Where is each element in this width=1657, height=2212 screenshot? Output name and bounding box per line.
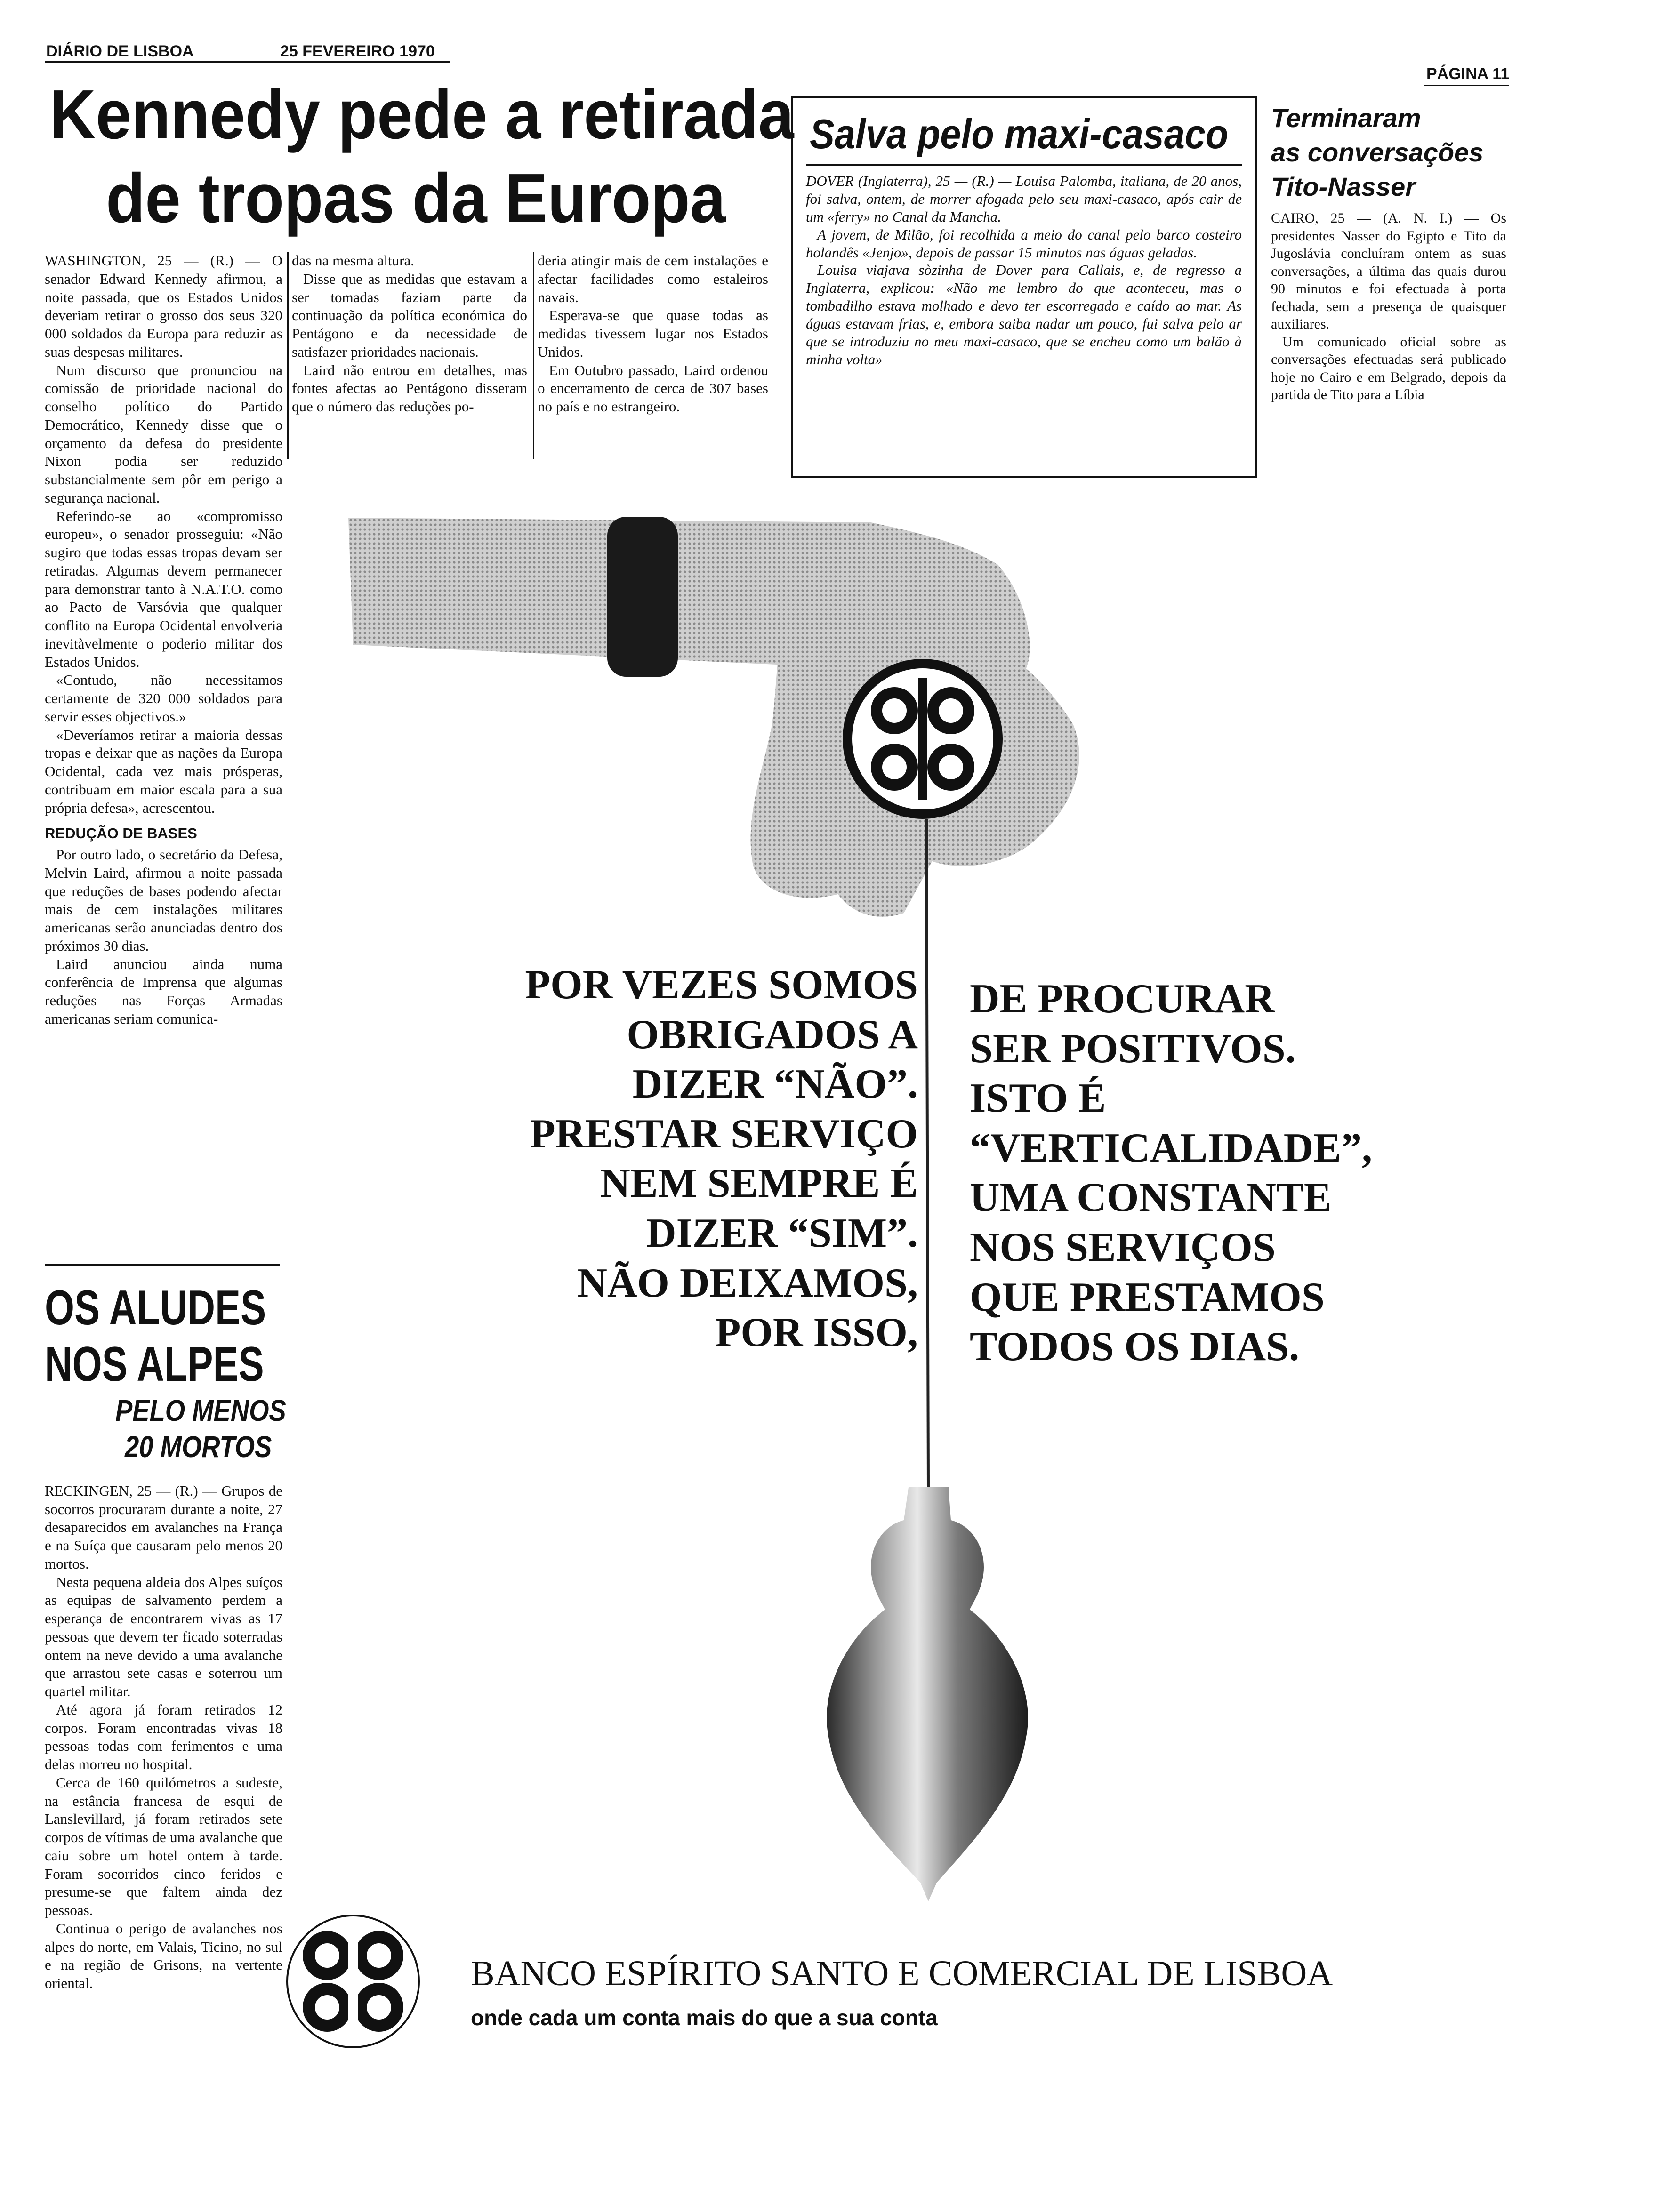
ad-right-line: DE PROCURAR — [970, 976, 1275, 1022]
tito-headline-2: as conversações — [1271, 137, 1484, 167]
ad-left-line: POR ISSO, — [715, 1310, 918, 1356]
ad-right-line: SER POSITIVOS. — [970, 1026, 1296, 1072]
maxi-p1: DOVER (Inglaterra), 25 — (R.) — Louisa Palomba, italiana, de 20 anos, foi salva, ontem, de morrer afogada pelo seu maxi-casaco, após cair de um «ferry» no Canal da Mancha. — [806, 173, 1242, 225]
kennedy-c2-p3: Laird não entrou em detalhes, mas fontes afectas ao Pentágono disseram que o número das reduções po- — [292, 361, 527, 415]
kennedy-col-divider-2 — [533, 252, 534, 459]
bank-name: BANCO ESPÍRITO SANTO E COMERCIAL DE LISBOA — [471, 1954, 1333, 1993]
aludes-article — [45, 1280, 286, 1993]
kennedy-c2-p1: das na mesma altura. — [292, 252, 414, 269]
ad-left-text — [320, 960, 918, 1358]
tito-headline-3: Tito-Nasser — [1271, 171, 1416, 201]
ad-right-line: “VERTICALIDADE”, — [970, 1125, 1373, 1171]
advert — [292, 489, 1516, 2146]
plumb-bob-weight — [827, 1487, 1028, 1901]
ad-left-line: PRESTAR SERVIÇO — [530, 1111, 918, 1157]
kennedy-c3-p1: deria atingir mais de cem instalações e afectar facilidades como estaleiros navais. — [538, 252, 768, 305]
ad-left-line: DIZER “NÃO”. — [632, 1061, 918, 1107]
bank-logo-icon — [282, 1911, 424, 2052]
aludes-body — [45, 1482, 282, 1993]
ad-left-line: DIZER “SIM”. — [646, 1210, 918, 1256]
kennedy-c2-p2: Disse que as medidas que estavam a ser tomadas faziam parte da continuação da política económica do Pentágono e da necessidade de satisfazer prioridades nacionais. — [292, 270, 527, 360]
maxi-body — [806, 172, 1242, 368]
aludes-deck-2: 20 MORTOS — [125, 1429, 272, 1464]
ad-left-line: NÃO DEIXAMOS, — [577, 1260, 918, 1306]
aludes-p2: Nesta pequena aldeia dos Alpes suíços as equipas de salvamento perdem a esperança de encontrarem vivas as 17 pessoas que devem ter ficado soterradas ontem na neve devido a uma avalanche que arrastou sete casas e soterrou um quartel militar. — [45, 1573, 282, 1700]
kennedy-col-2 — [292, 252, 527, 416]
ad-right-text — [970, 974, 1506, 1372]
kennedy-c3-p2: Esperava-se que quase todas as medidas tivessem lugar nos Estados Unidos. — [538, 307, 768, 360]
kennedy-p2: Num discurso que pronunciou na comissão de prioridade nacional do conselho político do Partido Democrático, Kennedy disse que o orçamento da defesa do presidente Nixon podia ser reduzido substancialmente sem pôr em perigo a segurança nacional. — [45, 361, 282, 506]
bank-slogan: onde cada um conta mais do que a sua conta — [471, 2005, 938, 2030]
aludes-headline-1: OS ALUDES — [45, 1281, 266, 1335]
ad-left-line: NEM SEMPRE É — [600, 1161, 918, 1207]
header-rule-right — [1424, 85, 1509, 86]
kennedy-p1: WASHINGTON, 25 — (R.) — O senador Edward Kennedy afirmou, a noite passada, que os Estados Unidos deveriam retirar o grosso dos seus 320 000 soldados da Europa para reduzir as suas despesas militares. — [45, 252, 282, 360]
kennedy-p3: Referindo-se ao «compromisso europeu», o senador prosseguiu: «Não sugiro que todas essas tropas devam ser retiradas. Algumas devem permanecer para demonstrar tanto à N.A.T.O. como ao Pacto de Varsóvia que qualquer conflito na Europa Ocidental envolveria inevitàvelmente o poderio militar dos Estados Unidos. — [45, 507, 282, 670]
watch-strap — [607, 517, 678, 677]
ad-left-line: POR VEZES SOMOS — [525, 962, 918, 1008]
aludes-p5: Continua o perigo de avalanches nos alpes do norte, em Valais, Ticino, no sul e na região de Grisons, na vertente oriental. — [45, 1920, 282, 1992]
tito-p1: CAIRO, 25 — (A. N. I.) — Os presidentes Nasser do Egipto e Tito da Jugoslávia concluíram ontem as suas conversações, a última das quais durou 90 minutos e foi efectuada à porta fechada, sem a presença de quaisquer auxiliares. — [1271, 210, 1506, 332]
tito-article — [1271, 101, 1506, 404]
kennedy-headline-line2: de tropas da Europa — [106, 160, 726, 237]
kennedy-headline-line1: Kennedy pede a retirada — [49, 76, 794, 153]
tito-p2: Um comunicado oficial sobre as conversações efectuadas será publicado hoje no Cairo e em Belgrado, depois da partida de Tito para a Líbia — [1271, 334, 1506, 403]
kennedy-headline — [45, 76, 794, 237]
aludes-deck-1: PELO MENOS — [115, 1394, 286, 1428]
maxi-p2: A jovem, de Milão, foi recolhida a meio do canal pelo barco costeiro holandês «Jenjo», depois de passar 15 minutos nas águas geladas. — [806, 226, 1242, 261]
kennedy-col-3 — [538, 252, 768, 416]
aludes-p4: Cerca de 160 quilómetros a sudeste, na estância francesa de esqui de Lanslevillard, já foram retirados sete corpos de vítimas de uma avalanche que caiu sobre um hotel ontem à tarde. Foram socorridos cinco feridos e presume-se que faltem ainda dez pessoas. — [45, 1774, 282, 1919]
plumb-string — [926, 819, 928, 1487]
maxi-p3: Louisa viajava sòzinha de Dover para Callais, e, de regresso a Inglaterra, explicou: «Não me lembro do que aconteceu, mas o tombadilho estava molhado e devo ter escorregado e caído ao mar. As águas estavam frias, e, embora saiba nadar um pouco, fui salva pelo ar que se introduziu no meu maxi-casaco, que se encheu como um balão à minha volta» — [806, 262, 1242, 368]
kennedy-p7: Laird anunciou ainda numa conferência de Imprensa que algumas reduções nas Forças Armadas americanas seriam comunica- — [45, 955, 282, 1027]
ad-right-line: QUE PRESTAMOS — [970, 1274, 1325, 1320]
kennedy-subhead: REDUÇÃO DE BASES — [45, 825, 197, 842]
kennedy-c3-p3: Em Outubro passado, Laird ordenou o encerramento de cerca de 307 bases no país e no estrangeiro. — [538, 361, 768, 415]
aludes-headline-2: NOS ALPES — [45, 1337, 264, 1392]
kennedy-col-divider-1 — [287, 252, 289, 459]
ad-left-line: OBRIGADOS A — [627, 1011, 918, 1058]
maxi-rule — [806, 164, 1242, 166]
maxi-box — [791, 96, 1257, 478]
header-rule-left — [45, 61, 450, 63]
tito-body — [1271, 209, 1506, 404]
kennedy-p4: «Contudo, não necessitamos certamente de 320 000 soldados para servir esses objectivos.» — [45, 672, 282, 725]
ad-right-line: UMA CONSTANTE — [970, 1175, 1332, 1221]
masthead-date: 25 FEVEREIRO 1970 — [280, 42, 435, 60]
ad-right-line: ISTO É — [970, 1075, 1106, 1122]
aludes-p3: Até agora já foram retirados 12 corpos. Foram encontradas vivas 18 pessoas todas com ferimentos e uma delas morreu no hospital. — [45, 1701, 282, 1773]
page-number: PÁGINA 11 — [1426, 65, 1510, 83]
kennedy-p5: «Deveríamos retirar a maioria dessas tropas e deixar que as nações da Europa Ocidental, cada vez mais prósperas, contribuam em maior escala para a sua própria defesa», acrescentou. — [45, 726, 282, 816]
kennedy-p6: Por outro lado, o secretário da Defesa, Melvin Laird, afirmou a noite passada que reduções de bases podendo afectar mais de cem instalações militares americanas serão anunciadas dentro dos próximos 30 dias. — [45, 846, 282, 954]
tito-headline-1: Terminaram — [1271, 103, 1421, 133]
ad-right-line: TODOS OS DIAS. — [970, 1324, 1300, 1370]
aludes-p1: RECKINGEN, 25 — (R.) — Grupos de socorros procuraram durante a noite, 27 desaparecidos em avalanches na França e na Suíça que causaram pelo menos 20 mortos. — [45, 1482, 282, 1572]
masthead-paper-name: DIÁRIO DE LISBOA — [46, 42, 194, 60]
ad-right-line: NOS SERVIÇOS — [970, 1224, 1276, 1270]
maxi-headline: Salva pelo maxi-casaco — [810, 111, 1229, 157]
kennedy-col-1 — [45, 252, 282, 1028]
aludes-top-rule — [45, 1264, 280, 1266]
